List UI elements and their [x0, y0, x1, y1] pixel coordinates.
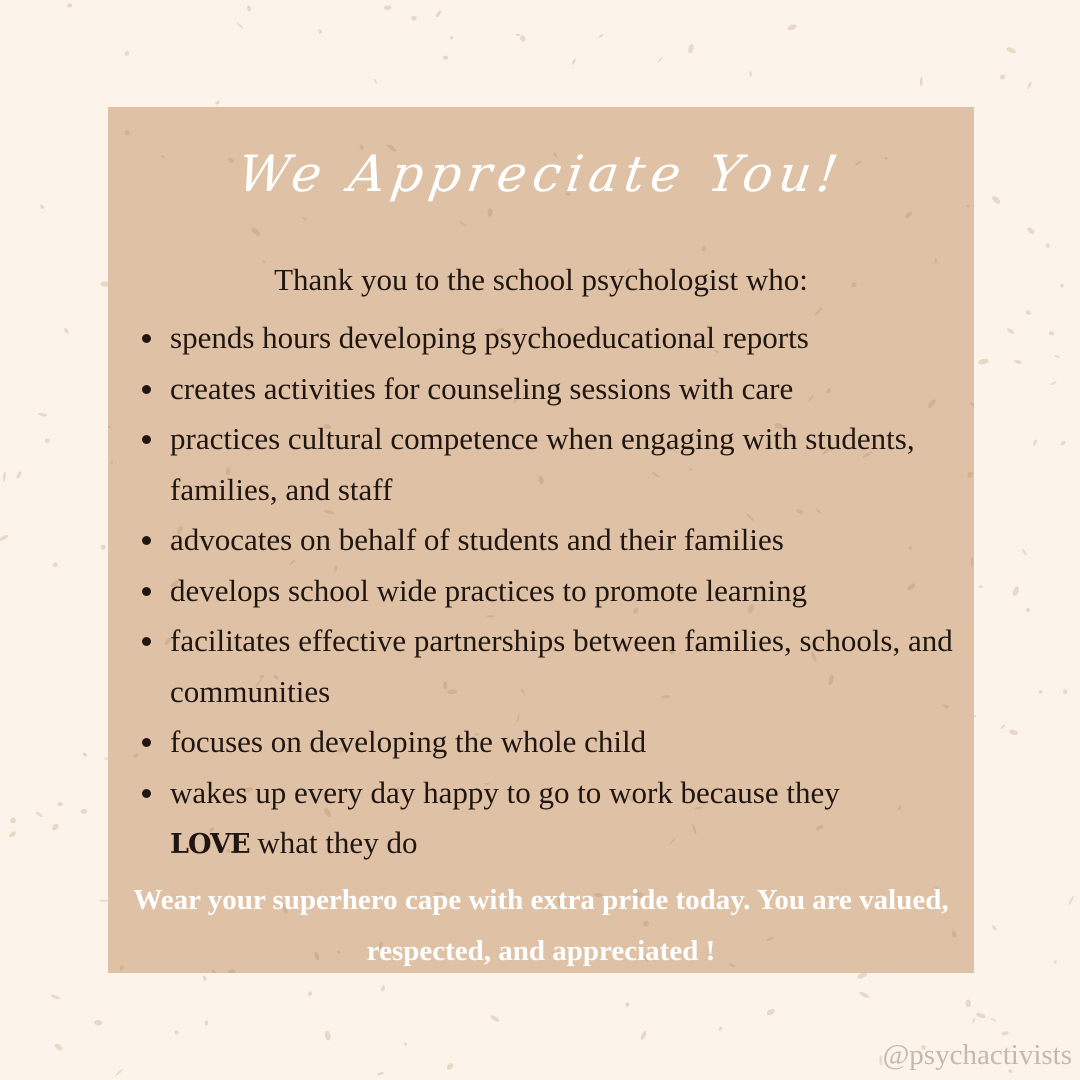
speckle-dot [81, 809, 87, 814]
list-item [138, 768, 958, 871]
speckle-dot [598, 33, 604, 38]
speckle-dot [718, 1026, 723, 1032]
speckle-dot [374, 79, 378, 84]
speckle-dot [115, 1068, 124, 1076]
list-item-text: facilitates effective partnerships between families, schools, and communities [170, 623, 953, 709]
speckle-dot [0, 534, 9, 542]
speckle-dot [990, 1018, 997, 1022]
speckle-dot [82, 752, 88, 758]
speckle-dot [125, 130, 130, 135]
speckle-dot [44, 437, 51, 444]
speckle-dot [1026, 226, 1035, 235]
speckle-dot [1006, 46, 1017, 54]
speckle-dot [247, 5, 251, 12]
speckle-dot [991, 924, 997, 931]
list-item [138, 717, 958, 768]
speckle-dot [435, 10, 443, 18]
speckle-dot [324, 1030, 331, 1041]
speckle-dot [459, 221, 467, 227]
speckle-dot [966, 471, 974, 479]
speckle-dot [302, 217, 307, 222]
list-item-tail: what they do [249, 825, 418, 860]
speckle-dot [488, 208, 493, 217]
speckle-dot [1068, 895, 1075, 905]
list-item-text: develops school wide practices to promote learning [170, 572, 808, 608]
speckle-dot [108, 426, 111, 429]
list-item-text: focuses on developing the whole child [170, 724, 647, 759]
speckle-dot [39, 204, 45, 210]
speckle-dot [1026, 608, 1031, 612]
speckle-dot [35, 811, 43, 818]
list-item [138, 313, 958, 364]
speckle-dot [1062, 689, 1068, 695]
speckle-dot [50, 994, 60, 1000]
speckle-dot [67, 3, 72, 8]
speckle-dot [787, 23, 798, 31]
speckle-dot [3, 471, 6, 482]
speckle-dot [766, 1008, 776, 1017]
speckle-dot [920, 77, 923, 87]
speckle-dot [1038, 689, 1043, 694]
speckle-dot [975, 1012, 986, 1020]
speckle-dot [100, 544, 106, 550]
speckle-dot [307, 991, 313, 997]
speckle-dot [317, 29, 322, 35]
speckle-dot [57, 801, 63, 806]
appreciation-list [138, 313, 958, 871]
speckle-dot [640, 1030, 648, 1040]
list-item-text: spends hours developing psychoeducational reports [170, 320, 809, 355]
speckle-dot [52, 562, 58, 567]
speckle-dot [174, 1030, 179, 1035]
speckle-dot [965, 999, 970, 1007]
speckle-dot [971, 556, 973, 567]
speckle-dot [383, 5, 391, 11]
list-item [138, 616, 958, 717]
speckle-dot [971, 1017, 975, 1023]
speckle-dot [410, 15, 417, 21]
speckle-dot [1000, 724, 1006, 730]
speckle-dot [991, 195, 1002, 206]
speckle-dot [443, 56, 448, 60]
speckle-dot [450, 36, 454, 40]
list-item-text: advocates on behalf of students and their families [170, 522, 784, 557]
speckle-dot [1006, 327, 1015, 335]
list-item-text: practices cultural competence when engaging with students, families, and staff [170, 421, 915, 507]
list-item [138, 414, 958, 515]
card-title: We Appreciate You! [234, 145, 848, 203]
speckle-dot [15, 471, 22, 480]
speckle-dot [625, 1002, 630, 1008]
speckle-dot [403, 1042, 407, 1047]
speckle-dot [380, 985, 385, 992]
speckle-dot [1060, 440, 1066, 446]
speckle-dot [1027, 81, 1032, 89]
speckle-dot [51, 823, 60, 832]
speckle-dot [859, 991, 870, 999]
emphasis-word: LOVE [170, 829, 250, 860]
speckle-dot [1001, 1031, 1009, 1036]
speckle-dot [8, 830, 17, 838]
speckle-dot [750, 71, 752, 76]
card-intro: Thank you to the school psychologist who: [274, 262, 808, 297]
speckle-dot [9, 817, 17, 825]
speckle-dot [1054, 960, 1057, 964]
speckle-dot [38, 412, 48, 417]
speckle-dot [94, 1020, 102, 1026]
speckle-dot [376, 1071, 384, 1076]
speckle-dot [519, 35, 525, 42]
speckle-dot [1048, 331, 1054, 336]
speckle-dot [1050, 381, 1057, 386]
speckle-dot [701, 245, 707, 252]
speckle-dot [111, 460, 113, 464]
speckle-dot [1054, 354, 1061, 358]
speckle-dot [124, 50, 131, 56]
appreciation-card [108, 107, 974, 973]
list-item-text: wakes up every day happy to go to work because they [170, 774, 840, 810]
speckle-dot [978, 358, 990, 366]
speckle-dot [571, 58, 577, 66]
speckle-dot [490, 1014, 501, 1023]
speckle-dot [904, 210, 913, 219]
speckle-dot [63, 327, 69, 334]
list-item [138, 515, 958, 566]
speckle-dot [1012, 585, 1021, 596]
speckle-dot [215, 100, 221, 105]
list-item-text: creates activities for counseling sessions with care [170, 370, 794, 406]
closing-message: Wear your superhero cape with extra pride today. You are valued, respected, and appreciated ! [133, 884, 949, 967]
speckle-dot [1046, 243, 1050, 248]
speckle-dot [999, 74, 1006, 81]
social-handle: @psychactivists [882, 1039, 1072, 1071]
speckle-dot [1013, 359, 1022, 365]
speckle-dot [1032, 439, 1037, 446]
list-item [138, 566, 958, 617]
speckle-dot [969, 401, 974, 409]
speckle-dot [250, 226, 261, 237]
speckle-dot [1025, 310, 1032, 316]
speckle-dot [54, 1043, 64, 1052]
speckle-dot [204, 1020, 208, 1026]
speckle-dot [978, 585, 982, 588]
speckle-dot [1021, 548, 1027, 556]
speckle-dot [1060, 284, 1064, 288]
speckle-dot [236, 21, 244, 28]
speckle-dot [966, 205, 970, 207]
list-item [138, 364, 958, 415]
speckle-dot [516, 34, 521, 36]
speckle-dot [446, 1062, 455, 1071]
speckle-dot [658, 56, 664, 63]
speckle-dot [687, 43, 694, 54]
speckle-dot [1008, 729, 1018, 736]
